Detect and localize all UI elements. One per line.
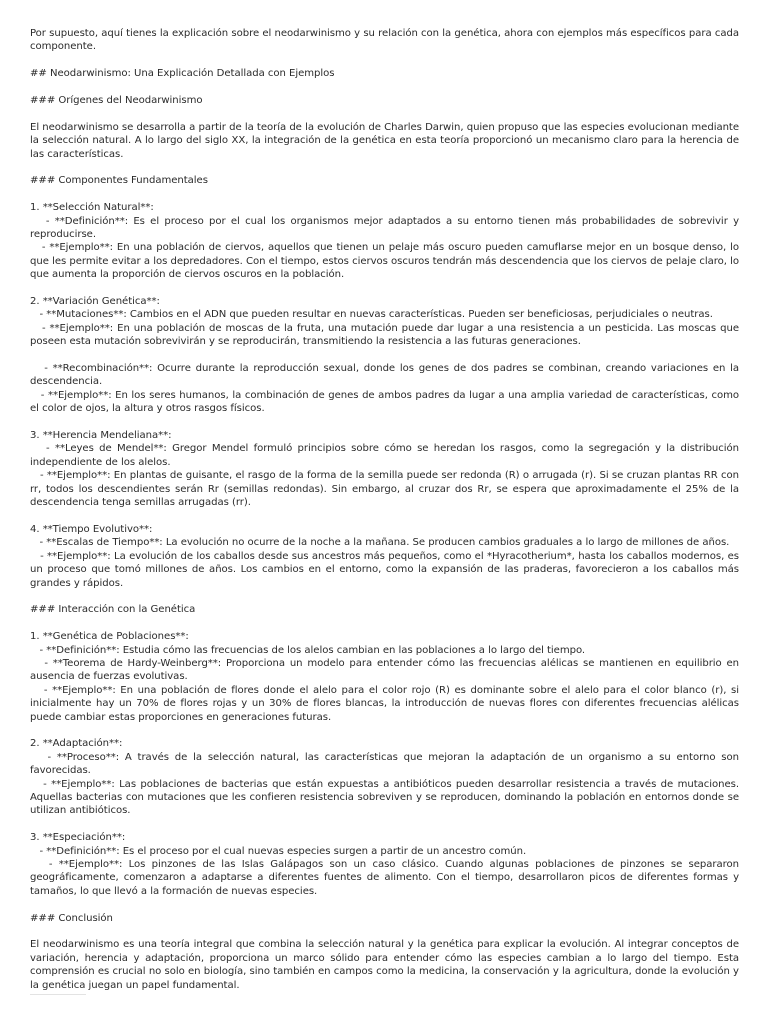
intro-paragraph: Por supuesto, aquí tienes la explicación sobre el neodarwinismo y su relación con la genética, ahora con ejemplos más específicos para cada componente.: [30, 28, 743, 53]
document-body: [30, 27, 743, 1005]
list-item-evolutionary-time: 4. **Tiempo Evolutivo**: - **Escalas de Tiempo**: La evolución no ocurre de la noche a la mañana. Se producen cambios graduales a lo largo de millones de años. - **Ejemplo**: La evolución de los caballos desde sus ancestros más pequeños, como el *Hyracotherium*, hasta los caballos modernos, es un proceso que tomó millones de años. Los cambios en el entorno, como la expansión de las praderas, favorecieron a los caballos más grandes y rápidos.: [30, 523, 739, 589]
footer-divider: [30, 994, 86, 995]
origins-paragraph: El neodarwinismo se desarrolla a partir de la teoría de la evolución de Charles Darwin, quien propuso que las especies evolucionan mediante la selección natural. A lo largo del siglo XX, la integración de la genética en esta teoría proporcionó un mecanismo claro para la herencia de las características.: [30, 121, 743, 160]
list-item-genetic-variation: 2. **Variación Genética**: - **Mutaciones**: Cambios en el ADN que pueden resultar en nuevas características. Pueden ser beneficiosas, perjudiciales o neutras. - **Ejemplo**: En una población de moscas de la fruta, una mutación puede dar lugar a una resistencia a un pesticida. Las moscas que poseen esta mutación sobrevivirán y se reproducirán, transmitiendo la resistencia a las futuras generaciones.: [30, 296, 739, 348]
list-item-recombination: - **Recombinación**: Ocurre durante la reproducción sexual, donde los genes de dos padres se combinan, creando variaciones en la descendencia. - **Ejemplo**: En los seres humanos, la combinación de genes de ambos padres da lugar a una amplia variedad de características, como el color de ojos, la altura y otros rasgos físicos.: [30, 363, 740, 415]
section-heading-origins: ### Orígenes del Neodarwinismo: [30, 95, 203, 106]
list-item-natural-selection: 1. **Selección Natural**: - **Definición**: Es el proceso por el cual los organismos mejor adaptados a su entorno tienen más probabilidades de sobrevivir y reproducirse. - **Ejemplo**: En una población de ciervos, aquellos que tienen un pelaje más oscuro pueden camuflarse mejor en un bosque denso, lo que les permite evitar a los depredadores. Con el tiempo, estos ciervos oscuros tendrán más descendencia que los ciervos de pelaje claro, lo que aumenta la proporción de ciervos oscuros en la población.: [30, 202, 739, 281]
list-item-population-genetics: 1. **Genética de Poblaciones**: - **Definición**: Estudia cómo las frecuencias de los alelos cambian en las poblaciones a lo largo del tiempo. - **Teorema de Hardy-Weinberg**: Proporciona un modelo para entender cómo las frecuencias alélicas se mantienen en equilibrio en ausencia de fuerzas evolutivas. - **Ejemplo**: En una población de flores donde el alelo para el color rojo (R) es dominante sobre el alelo para el color blanco (r), si inicialmente hay un 70% de flores rojas y un 30% de flores blancas, la introducción de nuevas flores con diferentes frecuencias alélicas puede cambiar estas proporciones en generaciones futuras.: [30, 631, 739, 723]
list-item-adaptation: 2. **Adaptación**: - **Proceso**: A través de la selección natural, las características que mejoran la adaptación de un organismo a su entorno son favorecidas. - **Ejemplo**: Las poblaciones de bacterias que están expuestas a antibióticos pueden desarrollar resistencia a través de mutaciones. Aquellas bacterias con mutaciones que les confieren resistencia sobreviven y se reproducen, dominando la población en entornos donde se utilizan antibióticos.: [30, 738, 739, 817]
conclusion-paragraph: El neodarwinismo es una teoría integral que combina la selección natural y la genética para explicar la evolución. Al integrar conceptos de variación, herencia y adaptación, proporciona un marco sólido para entender cómo las especies cambian a lo largo del tiempo. Esta comprensión es crucial no solo en biología, sino también en campos como la medicina, la conservación y la agricultura, donde la evolución y la genética juegan un papel fundamental.: [30, 939, 743, 991]
list-item-speciation: 3. **Especiación**: - **Definición**: Es el proceso por el cual nuevas especies surgen a partir de un ancestro común. - **Ejemplo**: Los pinzones de las Islas Galápagos son un caso clásico. Cuando algunas poblaciones de pinzones se separaron geográficamente, comenzaron a adaptarse a diferentes fuentes de alimento. Con el tiempo, desarrollaron picos de diferentes formas y tamaños, lo que llevó a la formación de nuevas especies.: [30, 832, 739, 897]
section-heading-conclusion: ### Conclusión: [30, 912, 113, 924]
section-heading-interaction: ### Interacción con la Genética: [30, 604, 196, 616]
section-heading-components: ### Componentes Fundamentales: [30, 175, 208, 187]
list-item-mendelian-inheritance: 3. **Herencia Mendeliana**: - **Leyes de Mendel**: Gregor Mendel formuló principios sobre cómo se heredan los rasgos, como la segregación y la distribución independiente de los alelos. - **Ejemplo**: En plantas de guisante, el rasgo de la forma de la semilla puede ser redonda (R) o arrugada (r). Si se cruzan plantas RR con rr, todos los descendientes serán Rr (semillas redondas). Sin embargo, al cruzar dos Rr, se espera que aproximadamente el 25% de la descendencia tenga semillas arrugadas (rr).: [30, 430, 740, 509]
main-heading: ## Neodarwinismo: Una Explicación Detallada con Ejemplos: [30, 68, 335, 80]
